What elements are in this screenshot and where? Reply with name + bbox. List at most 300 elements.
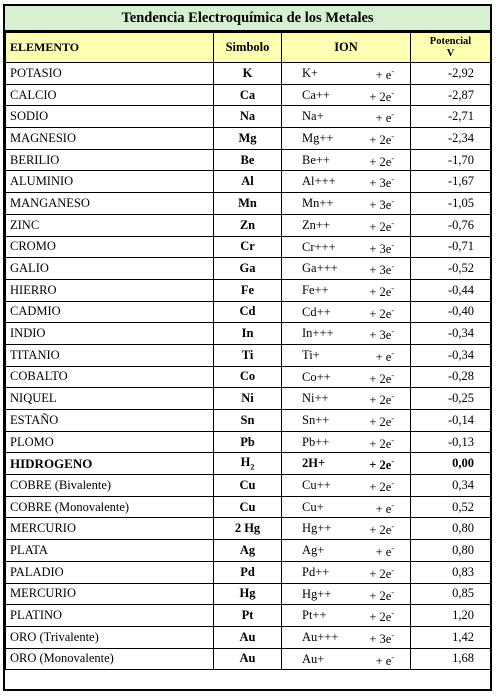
element-name-cell: SODIO (6, 106, 214, 128)
ion-cell (282, 214, 411, 236)
element-name-cell: ZINC (6, 214, 214, 236)
table-row (6, 496, 491, 518)
element-name-cell: MANGANESO (6, 193, 214, 215)
electron-charge: - (391, 435, 394, 445)
element-symbol-cell (214, 128, 282, 150)
electron-symbol: e (385, 241, 392, 256)
electron-symbol: e (385, 111, 392, 126)
element-symbol-cell (214, 583, 282, 605)
potential-cell: 0,34 (411, 475, 491, 497)
table-row (6, 171, 491, 193)
element-symbol-cell (214, 214, 282, 236)
table-row (6, 258, 491, 280)
electron-charge: - (391, 414, 394, 423)
table-row (6, 128, 491, 150)
electron-charge: - (391, 457, 394, 467)
element-symbol: K (242, 65, 253, 80)
element-symbol: H (240, 455, 251, 470)
table-row (6, 626, 491, 648)
ion-formula: Mg++ (302, 131, 334, 146)
potential-cell: -0,44 (411, 279, 491, 301)
electron-coefficient: + 2 (369, 154, 386, 169)
electron-charge: - (391, 110, 394, 120)
potential-cell: 1,68 (411, 648, 491, 670)
ion-cell (282, 605, 411, 627)
ion-cell (282, 648, 411, 670)
potential-cell: -1,70 (411, 149, 491, 171)
element-symbol-cell (214, 279, 282, 301)
header-symbol: Simbolo (214, 33, 282, 63)
ion-cell (282, 453, 411, 475)
electron-count (369, 154, 394, 170)
electron-coefficient: + 3 (369, 631, 386, 646)
element-symbol-cell (214, 149, 282, 171)
ion-cell (282, 63, 411, 85)
potential-cell: -0,14 (411, 410, 491, 432)
table-row (6, 366, 491, 388)
ion-cell (282, 583, 411, 605)
element-symbol-cell (214, 323, 282, 345)
potential-cell: 0,85 (411, 583, 491, 605)
element-symbol-cell (214, 431, 282, 453)
potential-cell: -1,67 (411, 171, 491, 193)
electron-symbol: e (385, 68, 392, 82)
element-symbol: Ti (241, 347, 254, 362)
potential-cell: -2,92 (411, 63, 491, 85)
table-row (6, 540, 491, 562)
electron-charge: - (391, 500, 394, 510)
electron-charge: - (391, 522, 394, 532)
element-name-cell: ALUMINIO (6, 171, 214, 193)
electron-coefficient: + 2 (369, 306, 386, 321)
electron-symbol: e (385, 133, 392, 148)
table-row (6, 301, 491, 323)
electron-count (369, 631, 394, 647)
element-symbol: Sn (240, 412, 255, 427)
electron-symbol: e (385, 480, 392, 495)
element-symbol: Ni (241, 391, 254, 406)
electron-charge: - (391, 327, 394, 337)
electron-coefficient: + 2 (369, 436, 386, 451)
ion-formula: Pt++ (302, 608, 327, 623)
element-symbol-cell (214, 366, 282, 388)
ion-cell (282, 279, 411, 301)
element-symbol: Hg (239, 586, 256, 601)
electron-symbol: e (385, 501, 392, 516)
electron-symbol: e (385, 393, 392, 408)
electron-charge: - (391, 305, 394, 315)
element-name-cell: PLOMO (6, 431, 214, 453)
table-row (6, 388, 491, 410)
element-name-cell: ESTAÑO (6, 410, 214, 432)
table-row (6, 149, 491, 171)
ion-cell (282, 258, 411, 280)
table-row (6, 106, 491, 128)
ion-cell (282, 323, 411, 345)
electron-coefficient: + 2 (369, 133, 386, 148)
ion-cell (282, 540, 411, 562)
ion-cell (282, 106, 411, 128)
element-symbol: Mn (238, 195, 257, 210)
electron-coefficient: + 3 (369, 198, 386, 213)
ion-formula: Be++ (302, 152, 330, 167)
electron-charge: - (391, 587, 394, 597)
electron-symbol: e (385, 198, 392, 213)
electron-charge: - (391, 262, 394, 272)
electron-symbol: e (385, 436, 392, 451)
potential-cell: -2,87 (411, 84, 491, 106)
potential-cell: -0,13 (411, 431, 491, 453)
electron-coefficient: + 3 (369, 241, 386, 256)
element-symbol: 2 Hg (234, 521, 261, 536)
ion-formula: Pb++ (302, 434, 330, 449)
table-row (6, 193, 491, 215)
electron-count (376, 501, 394, 517)
table-body (6, 63, 491, 670)
electron-count (376, 67, 394, 83)
electron-count (376, 349, 394, 365)
element-symbol-cell (214, 84, 282, 106)
element-symbol: Fe (240, 282, 255, 297)
element-symbol: Pb (240, 434, 255, 449)
element-symbol-cell (214, 171, 282, 193)
ion-formula: Cr+++ (302, 239, 336, 254)
electron-charge: - (391, 197, 394, 207)
ion-cell (282, 301, 411, 323)
header-potential-unit: V (446, 47, 455, 59)
element-symbol-cell (214, 540, 282, 562)
electron-coefficient: + 3 (369, 263, 386, 278)
electron-charge: - (391, 392, 394, 402)
electron-coefficient: + 2 (369, 393, 386, 408)
electron-count (369, 392, 394, 408)
electron-symbol: e (385, 219, 392, 234)
ion-formula: Au+ (302, 651, 325, 666)
element-symbol-cell (214, 63, 282, 85)
electron-count (369, 241, 394, 257)
element-name-cell: HIDROGENO (6, 453, 214, 475)
electron-charge: - (391, 544, 394, 554)
electron-coefficient: + (375, 545, 386, 560)
electron-symbol: e (385, 371, 392, 386)
electron-charge: - (391, 240, 394, 250)
electron-symbol: e (385, 566, 392, 581)
element-name-cell: CALCIO (6, 84, 214, 106)
electron-count (369, 522, 394, 538)
header-element: ELEMENTO (6, 33, 214, 63)
element-name-cell: NIQUEL (6, 388, 214, 410)
potential-cell: -2,34 (411, 128, 491, 150)
potential-cell: 0,00 (411, 453, 491, 475)
element-name-cell: ORO (Monovalente) (6, 648, 214, 670)
table-title: Tendencia Electroquímica de los Metales (5, 6, 490, 32)
electron-charge: - (391, 283, 394, 293)
electron-count (369, 219, 394, 235)
electron-count (369, 457, 394, 473)
ion-cell (282, 366, 411, 388)
element-symbol: In (241, 326, 254, 341)
electron-coefficient: + (375, 653, 386, 668)
element-name-cell: ORO (Trivalente) (6, 626, 214, 648)
element-symbol: Pd (240, 564, 255, 579)
element-name-cell: POTASIO (6, 63, 214, 85)
electron-coefficient: + 2 (369, 284, 386, 299)
electron-count (369, 327, 394, 343)
electron-charge: - (391, 370, 394, 380)
potential-cell: -0,71 (411, 236, 491, 258)
table-row (6, 431, 491, 453)
ion-cell (282, 496, 411, 518)
element-symbol-cell (214, 561, 282, 583)
ion-formula: Na+ (302, 109, 324, 124)
ion-formula: Ga+++ (302, 261, 338, 276)
electron-count (369, 414, 394, 430)
ion-cell (282, 475, 411, 497)
ion-formula: Ag+ (302, 543, 325, 558)
electron-symbol: e (385, 588, 392, 603)
ion-formula: Hg++ (302, 521, 332, 536)
element-name-cell: COBRE (Monovalente) (6, 496, 214, 518)
element-symbol-cell (214, 388, 282, 410)
element-name-cell: COBALTO (6, 366, 214, 388)
table-row (6, 214, 491, 236)
element-symbol-cell (214, 648, 282, 670)
electron-coefficient: + 3 (369, 328, 386, 343)
ion-cell (282, 410, 411, 432)
element-name-cell: CADMIO (6, 301, 214, 323)
potential-cell: 1,42 (411, 626, 491, 648)
electron-charge: - (391, 175, 394, 185)
ion-cell (282, 236, 411, 258)
electron-symbol: e (385, 263, 392, 278)
element-name-cell: PLATA (6, 540, 214, 562)
ion-formula: Al+++ (302, 174, 336, 189)
electron-symbol: e (385, 653, 392, 668)
ion-cell (282, 128, 411, 150)
potential-cell: -0,76 (411, 214, 491, 236)
table-row (6, 453, 491, 475)
electron-symbol: e (385, 154, 392, 169)
electron-count (369, 306, 394, 322)
element-name-cell: PLATINO (6, 605, 214, 627)
element-symbol: Au (239, 629, 256, 644)
electron-charge: - (391, 609, 394, 619)
electron-charge: - (391, 479, 394, 489)
electron-coefficient: + 3 (369, 176, 386, 191)
electron-symbol: e (385, 89, 392, 104)
ion-formula: Ti+ (302, 347, 320, 362)
potential-cell: -0,28 (411, 366, 491, 388)
electron-coefficient: + (375, 501, 386, 516)
element-symbol: Au (239, 651, 256, 666)
electron-coefficient: + 2 (369, 610, 386, 625)
table-row (6, 323, 491, 345)
element-name-cell: PALADIO (6, 561, 214, 583)
table-row (6, 583, 491, 605)
ion-formula: Fe++ (302, 282, 329, 297)
element-name-cell: CROMO (6, 236, 214, 258)
ion-cell (282, 518, 411, 540)
ion-formula: Sn++ (302, 413, 330, 427)
electron-count (376, 110, 394, 126)
electron-symbol: e (385, 306, 392, 321)
table-row (6, 475, 491, 497)
element-symbol-cell (214, 453, 282, 475)
electron-count (369, 89, 394, 105)
ion-formula: Zn++ (302, 217, 330, 232)
electron-coefficient: + 2 (369, 458, 386, 473)
electron-coefficient: + 2 (369, 415, 386, 429)
electron-count (369, 284, 394, 300)
element-symbol-cell (214, 106, 282, 128)
ion-cell (282, 388, 411, 410)
table-row (6, 648, 491, 670)
electrochemical-series-sheet (3, 4, 492, 691)
ion-formula: 2H+ (302, 456, 326, 471)
header-potential (411, 33, 491, 63)
electron-charge: - (391, 153, 394, 163)
element-symbol-cell (214, 605, 282, 627)
electron-count (369, 609, 394, 625)
element-name-cell: GALIO (6, 258, 214, 280)
electron-coefficient: + 2 (369, 523, 386, 538)
electron-symbol: e (385, 328, 392, 343)
electron-symbol: e (385, 415, 392, 429)
electron-count (376, 544, 394, 560)
electron-charge: - (391, 630, 394, 640)
ion-cell (282, 149, 411, 171)
element-symbol: Al (241, 174, 254, 189)
potential-cell: 0,52 (411, 496, 491, 518)
potential-cell: -0,34 (411, 323, 491, 345)
electron-count (369, 588, 394, 604)
potential-cell: 0,80 (411, 540, 491, 562)
electron-count (369, 479, 394, 495)
element-symbol: Pt (241, 608, 254, 623)
element-name-cell: TITANIO (6, 344, 214, 366)
element-symbol-cell (214, 518, 282, 540)
ion-formula: K+ (302, 66, 319, 80)
element-symbol-cell (214, 236, 282, 258)
electron-count (369, 197, 394, 213)
element-symbol-cell (214, 301, 282, 323)
metals-table (5, 32, 491, 670)
table-row (6, 63, 491, 85)
table-row (6, 279, 491, 301)
element-symbol: Cd (239, 304, 256, 319)
table-row (6, 236, 491, 258)
element-symbol: Cu (239, 477, 256, 492)
electron-symbol: e (385, 284, 392, 299)
ion-formula: Ca++ (302, 87, 330, 102)
electron-symbol: e (385, 349, 392, 364)
table-row (6, 410, 491, 432)
ion-formula: Hg++ (302, 586, 332, 601)
electron-count (369, 436, 394, 452)
element-symbol: Mg (238, 130, 257, 145)
potential-cell: -2,71 (411, 106, 491, 128)
element-name-cell: INDIO (6, 323, 214, 345)
ion-cell (282, 561, 411, 583)
potential-cell: -0,40 (411, 301, 491, 323)
ion-formula: In+++ (302, 326, 334, 341)
electron-charge: - (391, 67, 394, 76)
element-symbol: Ca (239, 87, 256, 102)
ion-cell (282, 193, 411, 215)
electron-symbol: e (385, 545, 392, 560)
element-name-cell: MERCURIO (6, 583, 214, 605)
electron-charge: - (391, 652, 394, 662)
ion-formula: Cd++ (302, 304, 331, 319)
electron-count (369, 175, 394, 191)
element-name-cell: BERILIO (6, 149, 214, 171)
ion-cell (282, 84, 411, 106)
potential-cell: 0,83 (411, 561, 491, 583)
electron-coefficient: + (375, 349, 386, 364)
electron-symbol: e (385, 176, 392, 191)
electron-coefficient: + 2 (369, 480, 386, 495)
potential-cell: -0,25 (411, 388, 491, 410)
electron-symbol: e (385, 631, 392, 646)
element-symbol: Be (240, 152, 255, 167)
electron-symbol: e (385, 610, 392, 625)
element-symbol: Cr (240, 239, 255, 254)
element-symbol-cell (214, 496, 282, 518)
electron-count (369, 132, 394, 148)
ion-cell (282, 431, 411, 453)
electron-symbol: e (385, 523, 392, 538)
ion-cell (282, 344, 411, 366)
element-name-cell: HIERRO (6, 279, 214, 301)
ion-formula: Cu+ (302, 499, 324, 514)
potential-cell: -1,05 (411, 193, 491, 215)
table-row (6, 561, 491, 583)
electron-charge: - (391, 348, 394, 358)
element-name-cell: MAGNESIO (6, 128, 214, 150)
element-symbol-cell (214, 626, 282, 648)
electron-symbol: e (385, 458, 392, 473)
element-symbol: Co (239, 369, 256, 384)
table-row (6, 518, 491, 540)
potential-cell: 0,80 (411, 518, 491, 540)
element-symbol-cell (214, 258, 282, 280)
electron-coefficient: + 2 (369, 89, 386, 104)
element-symbol-cell (214, 475, 282, 497)
ion-cell (282, 626, 411, 648)
ion-formula: Ni++ (302, 391, 329, 406)
electron-count (369, 566, 394, 582)
element-symbol-cell (214, 193, 282, 215)
electron-charge: - (391, 565, 394, 575)
element-symbol-cell (214, 410, 282, 432)
electron-charge: - (391, 132, 394, 142)
electron-charge: - (391, 88, 394, 98)
element-symbol: Cu (239, 499, 256, 514)
electron-coefficient: + (375, 111, 386, 126)
element-symbol-cell (214, 344, 282, 366)
electron-coefficient: + 2 (369, 588, 386, 603)
element-symbol: Zn (239, 217, 256, 232)
electron-charge: - (391, 218, 394, 228)
electron-count (369, 371, 394, 387)
element-symbol: Ag (239, 542, 256, 557)
ion-formula: Cu++ (302, 478, 331, 493)
potential-cell: -0,52 (411, 258, 491, 280)
ion-formula: Co++ (302, 369, 331, 384)
electron-coefficient: + 2 (369, 566, 386, 581)
ion-formula: Au+++ (302, 629, 339, 644)
ion-cell (282, 171, 411, 193)
